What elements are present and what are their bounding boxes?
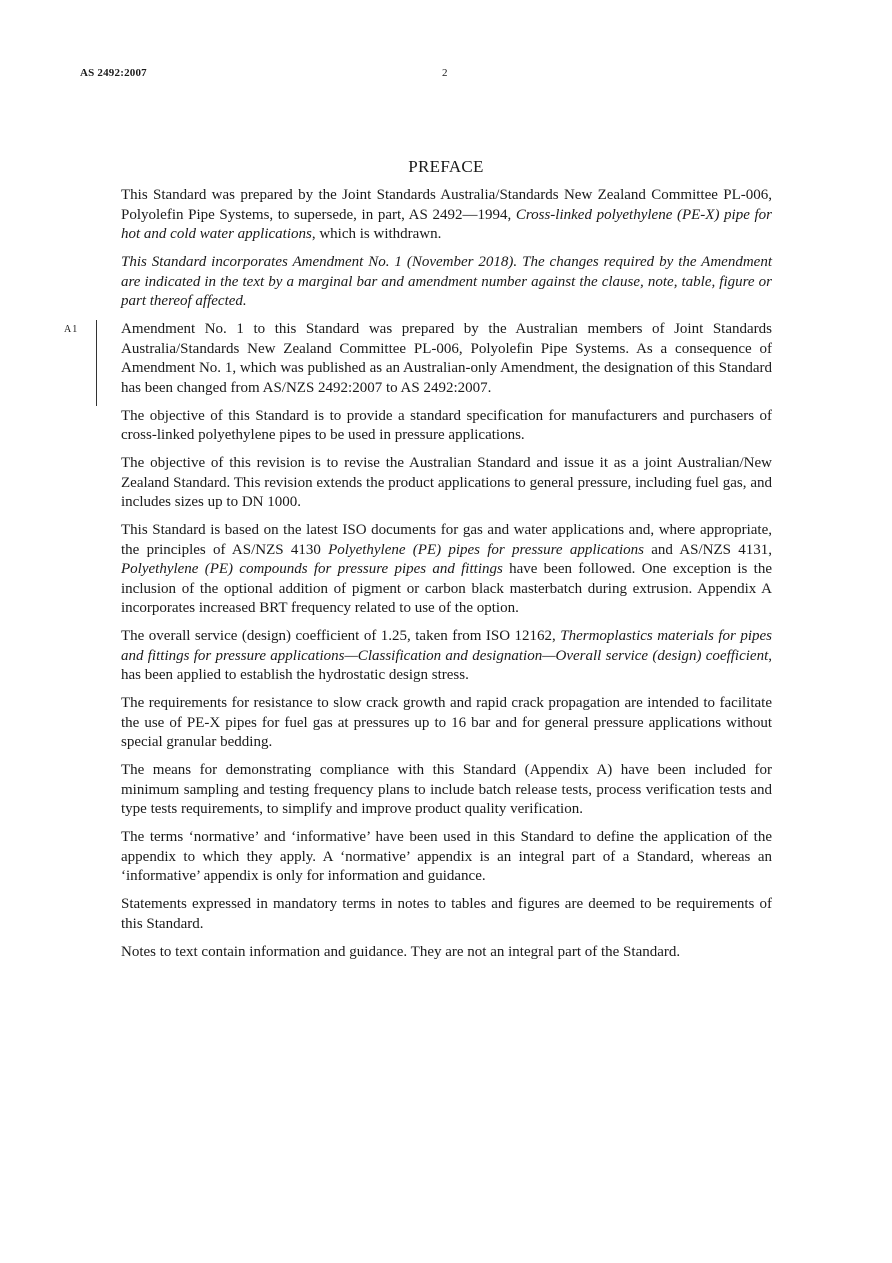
text-run: This Standard is based on the latest ISO documents for gas and water applications and, where appropriate, the principles of AS/NZS 4130: [121, 522, 772, 558]
text-run: This Standard was prepared by the Joint Standards Australia/Standards New Zealand Committee PL-006, Polyolefin Pipe Systems, to supersede, in part, AS 2492—1994,: [121, 187, 772, 223]
paragraph-text: [121, 407, 772, 446]
paragraph-text: [121, 761, 772, 820]
text-run: The objective of this Standard is to provide a standard specification for manufacturers and purchasers of cross-linked polyethylene pipes to be used in pressure applications.: [121, 407, 772, 443]
paragraph: [121, 694, 772, 753]
paragraph-text: [121, 828, 772, 887]
text-run: The objective of this revision is to revise the Australian Standard and issue it as a joint Australian/New Zealand Standard. This revision extends the product applications to general pressure, including fuel gas, and includes sizes up to DN 1000.: [121, 455, 772, 510]
italic-title-text: Thermoplastics materials for pipes and fittings for pressure applications—Classification and designation—Overall service (design) coefficient: [121, 628, 773, 664]
paragraph: [121, 895, 772, 934]
amendment-margin-bar: [96, 320, 97, 406]
text-run: The overall service (design) coefficient of 1.25, taken from ISO 12162,: [121, 628, 561, 644]
paragraph-text: [121, 253, 772, 312]
paragraph: [121, 943, 772, 963]
paragraph: [121, 186, 772, 245]
paragraph: [121, 521, 772, 619]
document-id: AS 2492:2007: [80, 67, 147, 79]
italic-title-text: Polyethylene (PE) pipes for pressure applications: [328, 541, 644, 558]
text-run: Amendment No. 1 to this Standard was prepared by the Australian members of Joint Standards Australia/Standards New Zealand Committee PL-006, Polyolefin Pipe Systems. As a consequence of Amendment No. 1, which was published as an Australian-only Amendment, the designation of this Standard has been changed from AS/NZS 2492:2007 to AS 2492:2007.: [121, 321, 772, 396]
page-number: 2: [442, 67, 448, 79]
amended-paragraph: [64, 320, 772, 398]
text-run: have been followed. One exception is the inclusion of the optional addition of pigment or carbon black masterbatch during extrusion. Appendix A incorporates increased BRT frequency related to use of the option.: [121, 561, 772, 616]
paragraph: [121, 828, 772, 887]
text-run: , which is withdrawn.: [311, 226, 442, 242]
text-run: The requirements for resistance to slow crack growth and rapid crack propagation are intended to facilitate the use of PE-X pipes for fuel gas at pressures up to 16 bar and for general pressure applications without special granular bedding.: [121, 695, 772, 750]
page-title: PREFACE: [408, 157, 484, 176]
paragraph: [121, 761, 772, 820]
text-run: The terms ‘normative’ and ‘informative’ have been used in this Standard to define the application of the appendix to which they apply. A ‘normative’ appendix is an integral part of a Standard, whereas an ‘informative’ appendix is only for information and guidance.: [121, 829, 772, 884]
paragraph: [121, 407, 772, 446]
paragraph-text: [121, 895, 772, 934]
text-run: , has been applied to establish the hydrostatic design stress.: [121, 647, 772, 683]
paragraph-text: [121, 694, 772, 753]
text-run: Statements expressed in mandatory terms in notes to tables and figures are deemed to be requirements of this Standard.: [121, 896, 772, 932]
paragraph-text: [121, 186, 772, 245]
amendment-marker: A1: [64, 324, 79, 335]
paragraph: [121, 253, 772, 312]
italic-title-text: This Standard incorporates Amendment No. 1 (November 2018). The changes required by the Amendment are indicated in the text by a marginal bar and amendment number against the clause, note, table, figure or part thereof affected.: [121, 254, 772, 309]
paragraph: [121, 627, 772, 686]
text-run: The means for demonstrating compliance with this Standard (Appendix A) have been included for minimum sampling and testing frequency plans to include batch release tests, process verification tests and type tests requirements, to simplify and improve product quality verification.: [121, 762, 772, 817]
paragraph-text: [121, 521, 772, 619]
text-run: and AS/NZS 4131,: [643, 541, 772, 558]
paragraph-text: [121, 454, 772, 513]
preface-body: [64, 186, 773, 971]
paragraph: [121, 454, 772, 513]
paragraph-text: [121, 320, 772, 398]
text-run: Notes to text contain information and guidance. They are not an integral part of the Standard.: [121, 943, 681, 960]
paragraph-text: [121, 943, 772, 963]
italic-title-text: Cross-linked polyethylene (PE-X) pipe for hot and cold water applications: [121, 206, 772, 242]
paragraph-text: [121, 627, 772, 686]
italic-title-text: Polyethylene (PE) compounds for pressure pipes and fittings: [121, 561, 503, 577]
